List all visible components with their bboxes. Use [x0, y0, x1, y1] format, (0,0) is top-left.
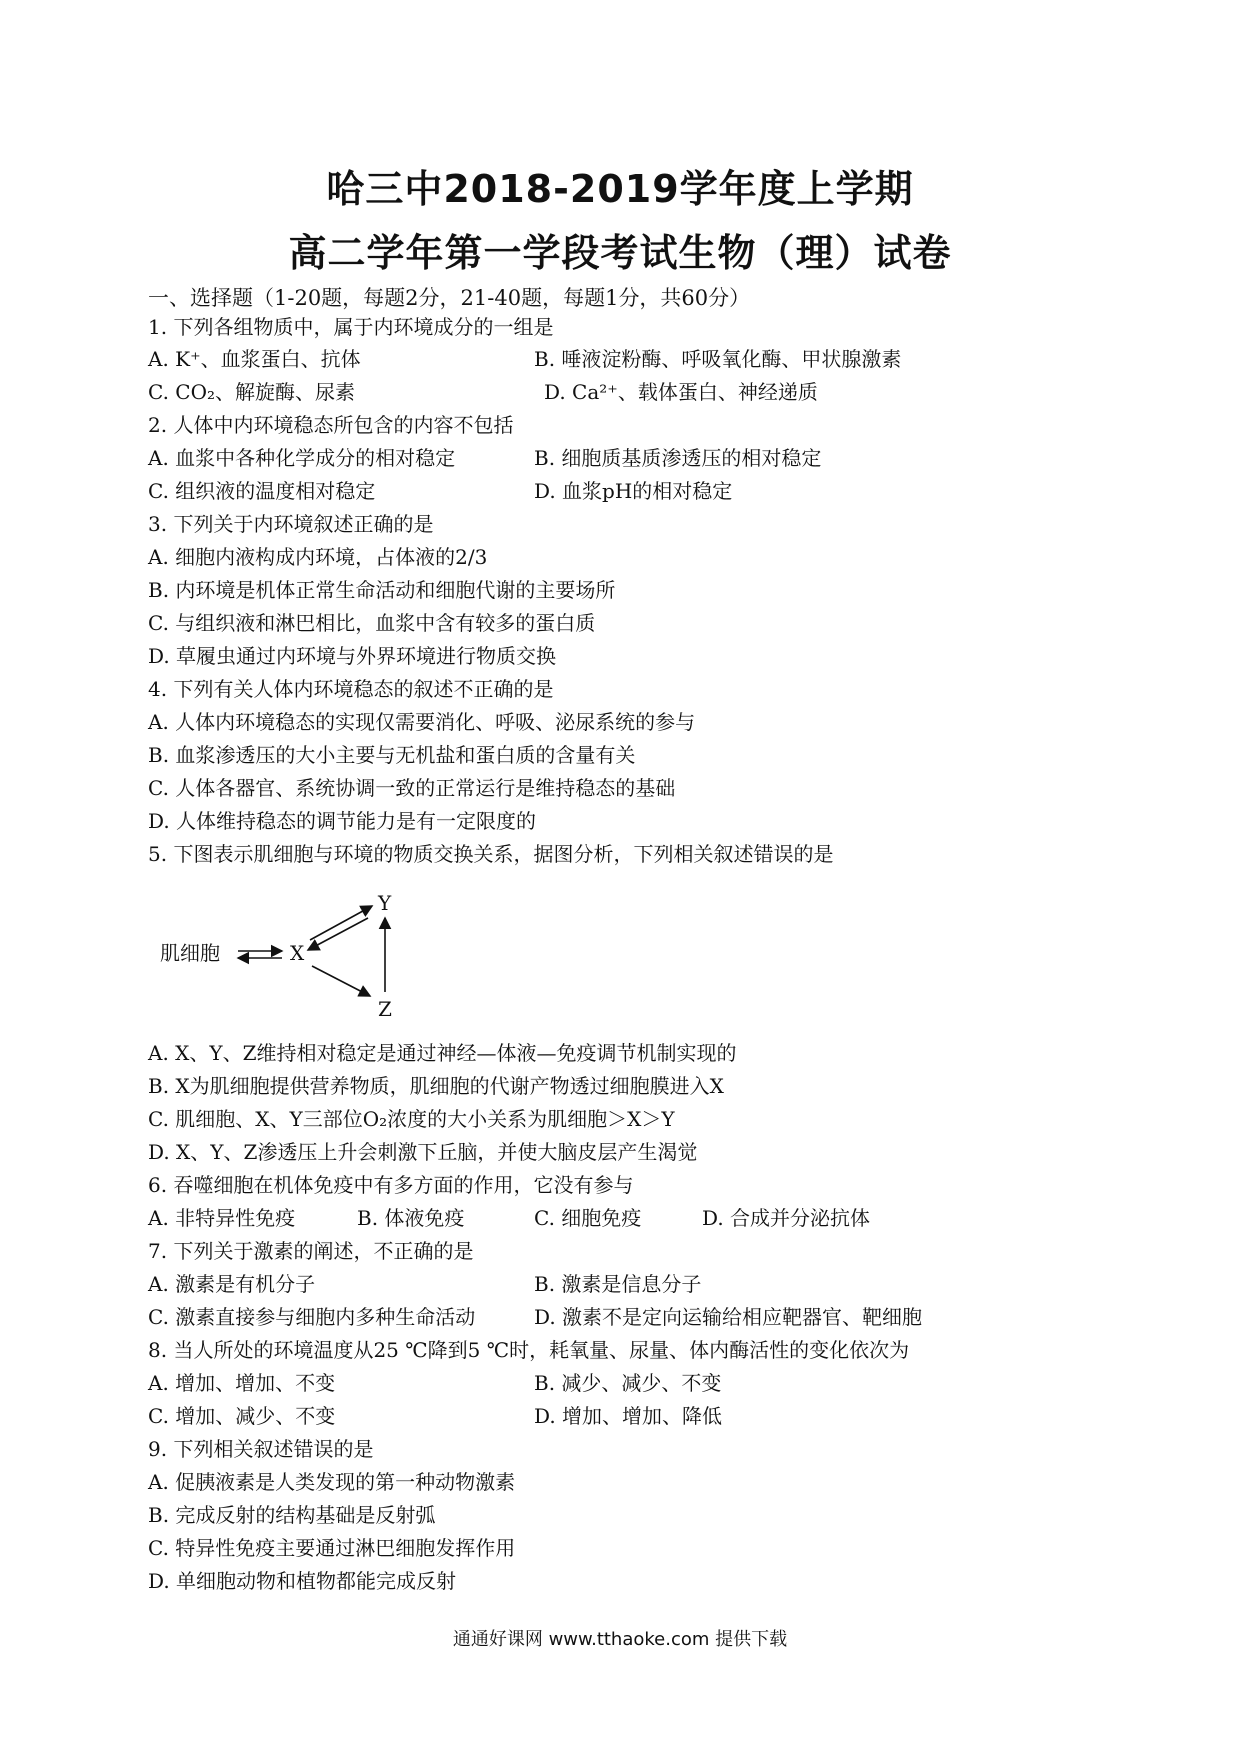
section-heading: 一、选择题（1-20题，每题2分，21-40题，每题1分，共60分） [148, 286, 751, 310]
diagram-label-z: Z [378, 997, 392, 1020]
question-3-option-a: A. 细胞内液构成内环境，占体液的2/3 [148, 545, 488, 569]
question-1-option-d: D. Ca²⁺、载体蛋白、神经递质 [544, 380, 818, 404]
question-5-option-c: C. 肌细胞、X、Y三部位O₂浓度的大小关系为肌细胞＞X＞Y [148, 1107, 675, 1131]
exam-title-line1: 哈三中2018-2019学年度上学期 [326, 167, 914, 211]
question-9-option-c: C. 特异性免疫主要通过淋巴细胞发挥作用 [148, 1536, 516, 1560]
diagram-label-x: X [290, 941, 305, 965]
question-9-option-b: B. 完成反射的结构基础是反射弧 [148, 1503, 436, 1527]
question-8-option-d: D. 增加、增加、降低 [534, 1404, 723, 1428]
question-5-stem: 5. 下图表示肌细胞与环境的物质交换关系，据图分析，下列相关叙述错误的是 [148, 842, 834, 866]
question-5-option-b: B. X为肌细胞提供营养物质，肌细胞的代谢产物透过细胞膜进入X [148, 1074, 724, 1098]
question-6-option-d: D. 合成并分泌抗体 [702, 1206, 871, 1230]
question-1-option-b: B. 唾液淀粉酶、呼吸氧化酶、甲状腺激素 [534, 347, 902, 371]
question-7-option-a: A. 激素是有机分子 [148, 1272, 316, 1296]
question-7-option-b: B. 激素是信息分子 [534, 1272, 702, 1296]
arrow-x-to-z [312, 966, 370, 996]
question-4-option-b: B. 血浆渗透压的大小主要与无机盐和蛋白质的含量有关 [148, 743, 636, 767]
question-2-option-a: A. 血浆中各种化学成分的相对稳定 [148, 446, 456, 470]
arrow-y-to-x [308, 918, 368, 950]
question-2-stem: 2. 人体中内环境稳态所包含的内容不包括 [148, 413, 514, 437]
diagram-label-y: Y [378, 892, 392, 915]
question-5-option-a: A. X、Y、Z维持相对稳定是通过神经—体液—免疫调节机制实现的 [148, 1041, 737, 1065]
diagram-label-muscle-cell: 肌细胞 [160, 941, 220, 965]
question-8-option-a: A. 增加、增加、不变 [148, 1371, 336, 1395]
arrow-x-to-y [310, 906, 372, 940]
question-7-stem: 7. 下列关于激素的阐述，不正确的是 [148, 1239, 474, 1263]
question-9-option-d: D. 单细胞动物和植物都能完成反射 [148, 1569, 457, 1593]
question-6-option-b: B. 体液免疫 [357, 1206, 465, 1230]
question-1-stem: 1. 下列各组物质中，属于内环境成分的一组是 [148, 315, 554, 339]
question-4-option-a: A. 人体内环境稳态的实现仅需要消化、呼吸、泌尿系统的参与 [148, 710, 696, 734]
question-7-option-d: D. 激素不是定向运输给相应靶器官、靶细胞 [534, 1305, 923, 1329]
question-6-option-c: C. 细胞免疫 [534, 1206, 642, 1230]
footer-download-note: 通通好课网 www.tthaoke.com 提供下载 [452, 1629, 788, 1650]
question-8-option-c: C. 增加、减少、不变 [148, 1404, 336, 1428]
question-8-stem: 8. 当人所处的环境温度从25 ℃降到5 ℃时，耗氧量、尿量、体内酶活性的变化依次为 [148, 1338, 910, 1362]
question-8-option-b: B. 减少、减少、不变 [534, 1371, 722, 1395]
question-1-option-c: C. CO₂、解旋酶、尿素 [148, 380, 356, 404]
question-6-stem: 6. 吞噬细胞在机体免疫中有多方面的作用，它没有参与 [148, 1173, 634, 1197]
exchange-diagram [160, 892, 420, 1020]
question-9-stem: 9. 下列相关叙述错误的是 [148, 1437, 374, 1461]
question-4-option-c: C. 人体各器官、系统协调一致的正常运行是维持稳态的基础 [148, 776, 676, 800]
question-5-option-d: D. X、Y、Z渗透压上升会刺激下丘脑，并使大脑皮层产生渴觉 [148, 1140, 698, 1164]
question-4-stem: 4. 下列有关人体内环境稳态的叙述不正确的是 [148, 677, 554, 701]
exam-title-line2: 高二学年第一学段考试生物（理）试卷 [288, 231, 952, 275]
question-7-option-c: C. 激素直接参与细胞内多种生命活动 [148, 1305, 476, 1329]
question-3-option-b: B. 内环境是机体正常生命活动和细胞代谢的主要场所 [148, 578, 616, 602]
question-9-option-a: A. 促胰液素是人类发现的第一种动物激素 [148, 1470, 516, 1494]
question-4-option-d: D. 人体维持稳态的调节能力是有一定限度的 [148, 809, 537, 833]
question-1-option-a: A. K⁺、血浆蛋白、抗体 [148, 347, 361, 371]
question-3-option-c: C. 与组织液和淋巴相比，血浆中含有较多的蛋白质 [148, 611, 596, 635]
question-3-stem: 3. 下列关于内环境叙述正确的是 [148, 512, 434, 536]
question-2-option-d: D. 血浆pH的相对稳定 [534, 479, 733, 503]
question-2-option-b: B. 细胞质基质渗透压的相对稳定 [534, 446, 822, 470]
question-3-option-d: D. 草履虫通过内环境与外界环境进行物质交换 [148, 644, 557, 668]
question-6-option-a: A. 非特异性免疫 [148, 1206, 296, 1230]
question-2-option-c: C. 组织液的温度相对稳定 [148, 479, 376, 503]
